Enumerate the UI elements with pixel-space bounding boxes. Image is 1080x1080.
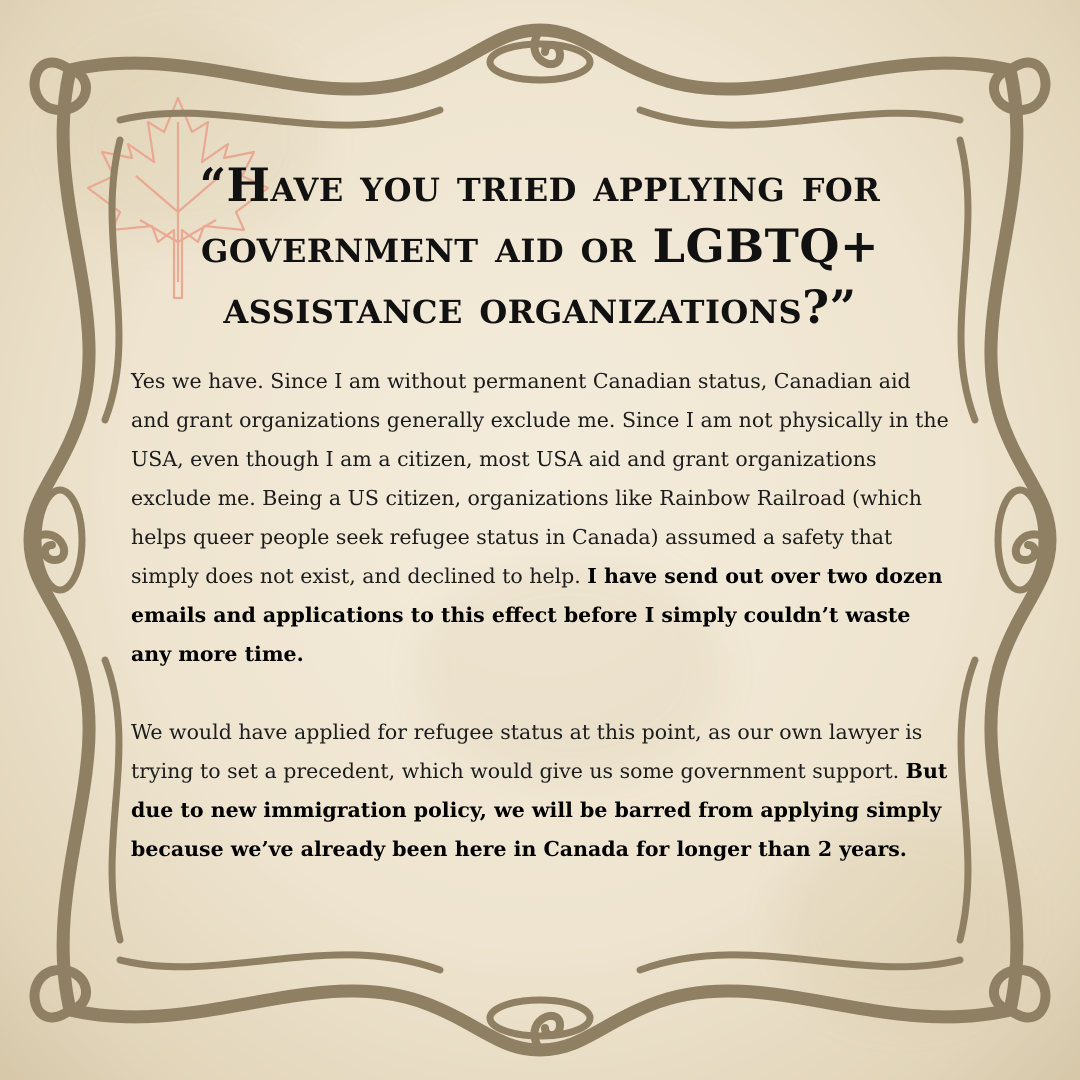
page-title: “Have you tried applying for government aid or LGBTQ+ assistance organizations?” [199, 158, 881, 334]
body-text [131, 362, 951, 869]
paragraph-2-bold: But due to new immigration policy, we will be barred from applying simply because we’ve already been here in Canada for longer than 2 years. [131, 759, 948, 861]
paragraph-2 [131, 713, 951, 869]
paragraph-1-normal: Yes we have. Since I am without permanent Canadian status, Canadian aid and grant organizations generally exclude me. Since I am not physically in the USA, even though I am a citizen, most USA aid and grant organizations exclude me. Being a US citizen, organizations like Rainbow Railroad (which helps queer people seek refugee status in Canada) assumed a safety that simply does not exist, and declined to help. [131, 369, 949, 588]
paragraph-2-normal: We would have applied for refugee status at this point, as our own lawyer is trying to set a precedent, which would give us some government support. [131, 720, 923, 783]
paragraph-1 [131, 362, 951, 674]
paragraph-1-bold: I have send out over two dozen emails and applications to this effect before I simply couldn’t waste any more time. [131, 564, 943, 666]
